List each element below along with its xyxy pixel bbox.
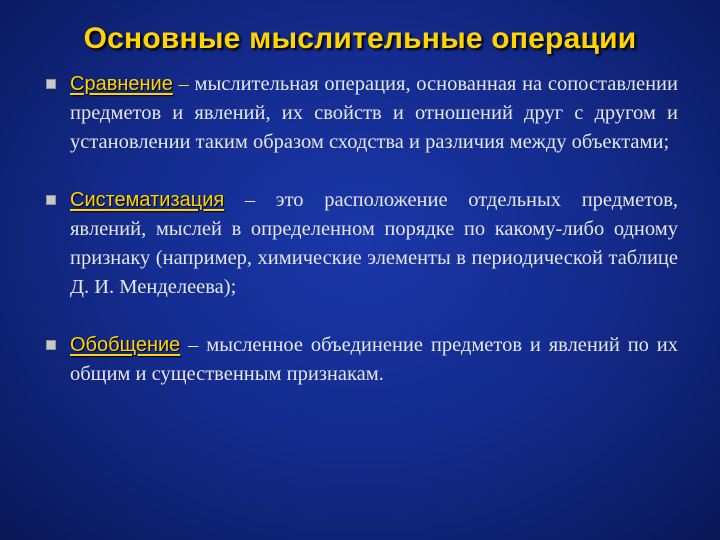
- term-dash: –: [172, 73, 189, 95]
- definition: мыслительная операция, основанная на сопоставлении предметов и явлений, их свойств и отношений друг с другом и установлении таким образом сходства и различия между объектами;: [70, 73, 678, 153]
- square-bullet-icon: [46, 195, 56, 205]
- square-bullet-icon: [46, 340, 56, 350]
- term: Систематизация: [70, 189, 225, 211]
- definition: мысленное объединение предметов и явлений по их общим и существенным признакам.: [70, 334, 679, 385]
- list-item: [44, 331, 684, 389]
- definition: это расположение отдельных предметов, явлений, мыслей в определенном порядке по какому-либо одному признаку (например, химические элементы в периодической таблице Д. И. Менделеева);: [70, 189, 679, 298]
- bullet-list: [44, 70, 684, 389]
- item-text: [70, 186, 678, 302]
- term-dash: –: [180, 334, 199, 356]
- square-bullet-icon: [46, 79, 56, 89]
- term: Обобщение: [70, 334, 181, 356]
- list-item: [44, 186, 684, 331]
- term: Сравнение: [70, 73, 173, 95]
- slide-title: Основные мыслительные операции: [83, 22, 637, 55]
- item-text: [70, 70, 678, 157]
- list-item: [44, 70, 684, 186]
- item-text: [70, 331, 678, 389]
- term-dash: –: [224, 189, 256, 211]
